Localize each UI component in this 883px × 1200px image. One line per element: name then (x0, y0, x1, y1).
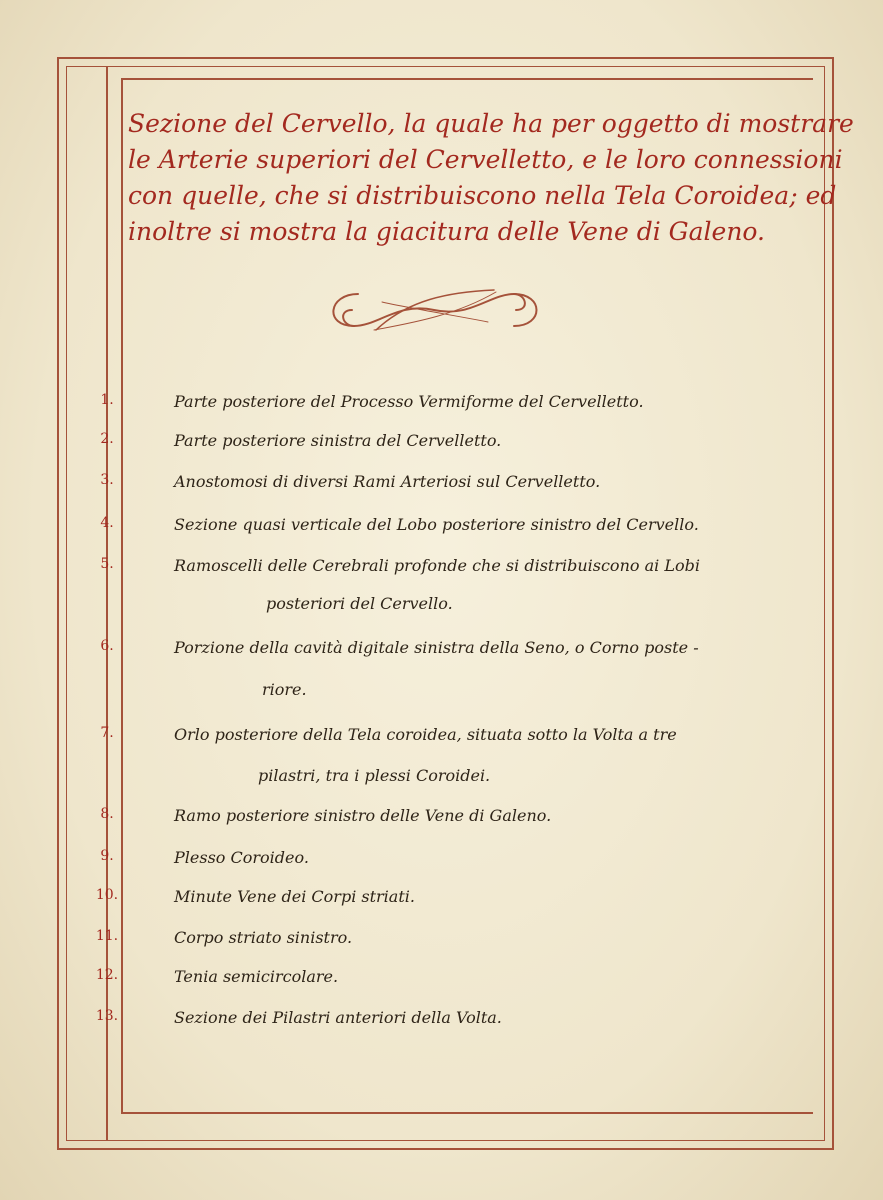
list-item (0, 515, 883, 549)
entry-text: Parte posteriore del Processo Vermiforme del Cervelletto. (174, 392, 644, 411)
entry-number: 7. (100, 725, 114, 741)
entry-text: Anostomosi di diversi Rami Arteriosi sul Cervelletto. (174, 472, 601, 491)
entry-continuation: posteriori del Cervello. (266, 594, 453, 613)
list-item (0, 848, 883, 882)
title-line: le Arterie superiori del Cervelletto, e le loro connessioni (128, 145, 843, 174)
top-rule (121, 78, 813, 80)
entry-number: 10. (95, 887, 119, 903)
entry-text: Minute Vene dei Corpi striati. (174, 887, 415, 906)
title-line: Sezione del Cervello, la quale ha per oggetto di mostrare (128, 109, 854, 138)
entry-number: 5. (100, 556, 114, 572)
list-item (0, 556, 883, 613)
list-item (0, 928, 883, 962)
list-item (0, 472, 883, 506)
entry-number: 1. (100, 392, 114, 408)
entry-number: 2. (100, 431, 114, 447)
list-item (0, 638, 883, 699)
list-item (0, 1008, 883, 1042)
list-item (0, 967, 883, 1001)
entry-continuation: pilastri, tra i plessi Coroidei. (258, 766, 491, 785)
list-item (0, 392, 883, 426)
entry-text: Tenia semicircolare. (174, 967, 339, 986)
entry-number: 4. (100, 515, 114, 531)
entry-text: Ramoscelli delle Cerebrali profonde che si distribuiscono ai Lobi (174, 556, 700, 575)
list-item (0, 806, 883, 840)
entry-continuation: riore. (262, 680, 307, 699)
entry-text: Sezione quasi verticale del Lobo posteriore sinistro del Cervello. (174, 515, 699, 534)
entry-text: Sezione dei Pilastri anteriori della Volta. (174, 1008, 502, 1027)
entry-number: 11. (95, 928, 119, 944)
entry-number: 13. (95, 1008, 119, 1024)
list-item (0, 431, 883, 465)
entry-text: Parte posteriore sinistra del Cervelletto. (174, 431, 502, 450)
list-item (0, 887, 883, 921)
title-line: inoltre si mostra la giacitura delle Vene di Galeno. (128, 217, 765, 246)
entry-number: 8. (100, 806, 114, 822)
entry-text: Ramo posteriore sinistro delle Vene di Galeno. (174, 806, 552, 825)
entry-number: 3. (100, 472, 114, 488)
entry-text: Corpo striato sinistro. (174, 928, 353, 947)
calligraphic-flourish-icon (318, 282, 550, 338)
entry-number: 12. (95, 967, 119, 983)
entry-text: Orlo posteriore della Tela coroidea, situata sotto la Volta a tre (174, 725, 677, 744)
entry-text: Plesso Coroideo. (174, 848, 309, 867)
bottom-rule (121, 1112, 813, 1114)
page-title (128, 106, 854, 250)
entry-text: Porzione della cavità digitale sinistra della Seno, o Corno poste - (174, 638, 699, 657)
list-item (0, 725, 883, 785)
entry-number: 6. (100, 638, 114, 654)
entry-number: 9. (100, 848, 114, 864)
title-line: con quelle, che si distribuiscono nella Tela Coroidea; ed (128, 181, 837, 210)
